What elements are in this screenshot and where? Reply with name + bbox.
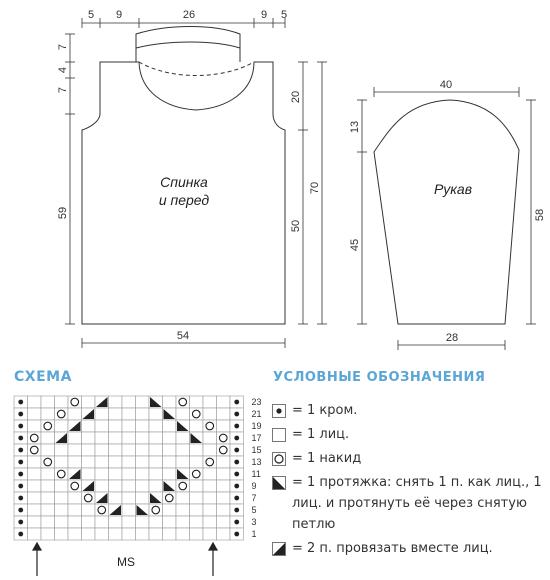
chart-cell <box>95 480 109 492</box>
dim-left-total: 59 <box>57 206 69 220</box>
chart-row-number: 13 <box>251 457 262 467</box>
chart-cell <box>176 504 190 516</box>
chart-cell <box>203 492 217 504</box>
edge-stitch-icon <box>18 424 23 429</box>
chart-cell <box>109 456 123 468</box>
chart-cell <box>55 516 69 528</box>
neck-dashed-line <box>139 62 254 76</box>
chart-row-number: 3 <box>251 517 257 527</box>
edge-stitch-icon <box>234 436 239 441</box>
chart-cell <box>176 516 190 528</box>
legend-text: = 2 п. провязать вместе лиц. <box>292 541 493 556</box>
legend-text: = 1 лиц. <box>292 427 350 442</box>
chart-cell <box>122 396 136 408</box>
edge-stitch-icon <box>18 508 23 513</box>
chart-cell <box>163 444 177 456</box>
chart-cell <box>163 516 177 528</box>
sleeve-piece <box>374 100 519 324</box>
chart-row-number: 17 <box>251 433 262 443</box>
chart-cell <box>82 504 96 516</box>
chart-cell <box>95 528 109 540</box>
chart-cell <box>82 444 96 456</box>
chart-cell <box>176 456 190 468</box>
chart-cell <box>55 444 69 456</box>
chart-cell <box>136 492 150 504</box>
edge-stitch-icon <box>272 404 286 418</box>
chart-cell <box>163 396 177 408</box>
chart-cell <box>176 528 190 540</box>
body-left-dimension <box>65 34 75 324</box>
k2tog-decrease-icon <box>272 542 286 556</box>
chart-cell <box>41 504 55 516</box>
dim-left-armhole: 7 <box>57 86 69 94</box>
legend-item-yarn-over <box>272 451 547 469</box>
chart-row-number: 1 <box>251 529 257 539</box>
edge-stitch-icon <box>18 436 23 441</box>
chart-cell <box>122 420 136 432</box>
chart-cell <box>122 444 136 456</box>
chart-cell <box>136 456 150 468</box>
chart-cell <box>176 444 190 456</box>
chart-cell <box>122 432 136 444</box>
dim-sleeve-left-body: 45 <box>349 238 361 252</box>
chart-cell <box>163 432 177 444</box>
chart-cell <box>190 516 204 528</box>
dim-sleeve-right-total: 58 <box>534 208 546 222</box>
chart-cell <box>41 528 55 540</box>
chart-cell <box>203 480 217 492</box>
chart-cell <box>28 504 42 516</box>
chart-cell <box>136 408 150 420</box>
chart-cell <box>149 516 163 528</box>
chart-cell <box>68 528 82 540</box>
dim-right-armhole: 20 <box>290 90 302 104</box>
chart-cell <box>41 408 55 420</box>
chart-cell <box>122 456 136 468</box>
chart-cell <box>122 492 136 504</box>
chart-cell <box>122 516 136 528</box>
chart-cell <box>217 396 231 408</box>
chart-cell <box>136 444 150 456</box>
sleeve-outline <box>374 100 519 324</box>
chart-cell <box>203 504 217 516</box>
edge-stitch-icon <box>234 484 239 489</box>
dim-top-neck-left: 9 <box>115 9 123 21</box>
chart-row-number: 11 <box>251 469 261 479</box>
edge-stitch-icon <box>234 460 239 465</box>
edge-stitch-icon <box>18 484 23 489</box>
chart-cell <box>28 528 42 540</box>
chart-cell <box>217 408 231 420</box>
chart-cell <box>109 408 123 420</box>
edge-stitch-icon <box>18 532 23 537</box>
legend-text: = 1 кром. <box>292 403 358 418</box>
legend-item-skp-decrease <box>272 475 547 535</box>
scheme-title: СХЕМА <box>14 369 72 385</box>
chart-cell <box>136 516 150 528</box>
chart-cell <box>190 420 204 432</box>
chart-row-number: 15 <box>251 445 262 455</box>
chart-cell <box>55 492 69 504</box>
chart-row-number: 23 <box>251 397 262 407</box>
dim-left-shoulder: 4 <box>57 66 69 74</box>
dim-sleeve-bottom-width: 28 <box>445 332 459 344</box>
chart-cell <box>217 456 231 468</box>
edge-stitch-icon <box>234 400 239 405</box>
dim-sleeve-top-width: 40 <box>439 79 453 91</box>
edge-stitch-icon <box>234 424 239 429</box>
dim-bottom-width: 54 <box>176 330 190 342</box>
chart-cell <box>163 528 177 540</box>
dim-top-neck-right: 9 <box>260 9 268 21</box>
chart-cell <box>68 516 82 528</box>
chart-cell <box>68 432 82 444</box>
chart-cell <box>217 492 231 504</box>
chart-cell <box>190 456 204 468</box>
chart-cell <box>55 528 69 540</box>
chart-cell <box>190 492 204 504</box>
chart-cell <box>217 468 231 480</box>
body-label-line1: Спинка <box>160 174 208 190</box>
legend-title: УСЛОВНЫЕ ОБОЗНАЧЕНИЯ <box>273 370 486 385</box>
chart-cell <box>203 528 217 540</box>
chart-cell <box>109 468 123 480</box>
chart-cell <box>190 480 204 492</box>
chart-cell <box>28 408 42 420</box>
edge-stitch-icon <box>234 532 239 537</box>
chart-cell <box>190 528 204 540</box>
edge-stitch-icon <box>18 460 23 465</box>
chart-cell <box>217 504 231 516</box>
legend <box>272 403 547 565</box>
chart-cell <box>176 432 190 444</box>
chart-cell <box>149 432 163 444</box>
chart-cell <box>217 420 231 432</box>
chart-cell <box>203 444 217 456</box>
chart-cell <box>55 504 69 516</box>
chart-cell <box>68 492 82 504</box>
chart-row-numbers <box>252 397 262 539</box>
chart-cell <box>41 468 55 480</box>
edge-stitch-icon <box>18 448 23 453</box>
chart-cell <box>55 420 69 432</box>
chart-cell <box>149 444 163 456</box>
chart-cell <box>217 480 231 492</box>
chart-cell <box>149 528 163 540</box>
chart-cell <box>28 468 42 480</box>
chart-cell <box>95 432 109 444</box>
chart-cell <box>28 396 42 408</box>
chart-cell <box>149 456 163 468</box>
chart-cell <box>203 516 217 528</box>
edge-stitch-icon <box>18 400 23 405</box>
chart-cell <box>136 480 150 492</box>
edge-stitch-icon <box>234 508 239 513</box>
chart-cell <box>122 528 136 540</box>
chart-cell <box>190 396 204 408</box>
chart-cell <box>28 420 42 432</box>
chart-cell <box>28 480 42 492</box>
repeat-label: MS <box>117 555 135 569</box>
legend-text: = 1 накид <box>292 451 362 466</box>
chart-cell <box>163 504 177 516</box>
edge-stitch-icon <box>234 520 239 525</box>
chart-cell <box>122 480 136 492</box>
chart-cell <box>82 420 96 432</box>
legend-item-knit-stitch <box>272 427 547 445</box>
edge-stitch-icon <box>18 412 23 417</box>
chart-cell <box>82 468 96 480</box>
dim-top-shoulder-right: 5 <box>280 9 288 21</box>
chart-cell <box>149 468 163 480</box>
dim-right-total: 70 <box>309 181 321 195</box>
legend-item-k2tog-decrease <box>272 541 547 559</box>
chart-cell <box>136 420 150 432</box>
dim-left-neck-depth: 7 <box>57 43 69 51</box>
chart-cell <box>176 408 190 420</box>
chart-cell <box>41 516 55 528</box>
chart-cell <box>28 492 42 504</box>
chart-cell <box>109 420 123 432</box>
chart-row-number: 21 <box>251 409 262 419</box>
chart-cell <box>28 456 42 468</box>
chart-cell <box>82 456 96 468</box>
chart-cell <box>190 504 204 516</box>
chart-cell <box>41 480 55 492</box>
chart-cell <box>55 456 69 468</box>
chart-cell <box>41 444 55 456</box>
chart-cell <box>203 432 217 444</box>
chart-cell <box>109 444 123 456</box>
chart-row-number: 19 <box>251 421 262 431</box>
sleeve-label: Рукав <box>433 181 473 197</box>
chart-cell <box>136 432 150 444</box>
edge-stitch-icon <box>18 472 23 477</box>
edge-stitch-icon <box>18 496 23 501</box>
chart-cell <box>176 492 190 504</box>
chart-cell <box>109 516 123 528</box>
chart-cell <box>163 456 177 468</box>
edge-stitch-icon <box>234 448 239 453</box>
chart-cell <box>95 444 109 456</box>
chart-cell <box>109 492 123 504</box>
chart-cell <box>82 528 96 540</box>
chart-cell <box>136 468 150 480</box>
chart-cell <box>163 420 177 432</box>
dim-right-body: 50 <box>290 219 302 233</box>
chart-cell <box>68 408 82 420</box>
dim-top-shoulder-left: 5 <box>87 9 95 21</box>
chart-cell <box>68 456 82 468</box>
chart-cell <box>203 396 217 408</box>
chart-cell <box>95 468 109 480</box>
chart-cell <box>95 420 109 432</box>
chart-row-number: 9 <box>251 481 257 491</box>
chart-cell <box>149 408 163 420</box>
yarn-over-icon <box>272 452 286 466</box>
chart-cell <box>190 444 204 456</box>
chart-cell <box>68 444 82 456</box>
chart-cell <box>203 408 217 420</box>
edge-stitch-icon <box>234 496 239 501</box>
knitting-chart-grid <box>14 396 244 540</box>
chart-cell <box>41 492 55 504</box>
chart-cell <box>122 468 136 480</box>
chart-cell <box>68 504 82 516</box>
chart-cell <box>95 456 109 468</box>
chart-cell <box>55 480 69 492</box>
chart-cell <box>217 516 231 528</box>
chart-row-number: 5 <box>251 505 257 515</box>
skp-decrease-icon <box>272 476 286 490</box>
chart-cell <box>41 396 55 408</box>
legend-item-edge-stitch <box>272 403 547 421</box>
body-label-line2: и перед <box>158 192 210 208</box>
chart-row-number: 7 <box>251 493 257 503</box>
chart-cell <box>82 396 96 408</box>
chart-cell <box>149 420 163 432</box>
chart-cell <box>95 408 109 420</box>
edge-stitch-icon <box>234 472 239 477</box>
edge-stitch-icon <box>18 520 23 525</box>
chart-cell <box>28 516 42 528</box>
chart-cell <box>55 396 69 408</box>
collar <box>136 27 240 49</box>
chart-cell <box>109 528 123 540</box>
chart-cell <box>149 480 163 492</box>
knit-stitch-icon <box>272 428 286 442</box>
chart-cell <box>109 432 123 444</box>
dim-sleeve-left-cap: 13 <box>349 120 361 134</box>
chart-cell <box>95 516 109 528</box>
chart-cell <box>41 432 55 444</box>
chart-cell <box>109 396 123 408</box>
chart-cell <box>136 528 150 540</box>
chart-cell <box>82 432 96 444</box>
chart-cell <box>122 504 136 516</box>
chart-cell <box>122 408 136 420</box>
chart-cell <box>136 396 150 408</box>
chart-cell <box>82 516 96 528</box>
chart-cell <box>217 528 231 540</box>
chart-cell <box>203 468 217 480</box>
legend-text: = 1 протяжка: снять 1 п. как лиц., 1 лиц. и протянуть её через снятую петлю <box>292 475 542 532</box>
chart-cell <box>109 480 123 492</box>
edge-stitch-icon <box>234 412 239 417</box>
chart-cell <box>163 468 177 480</box>
dim-top-neck: 26 <box>182 9 196 21</box>
